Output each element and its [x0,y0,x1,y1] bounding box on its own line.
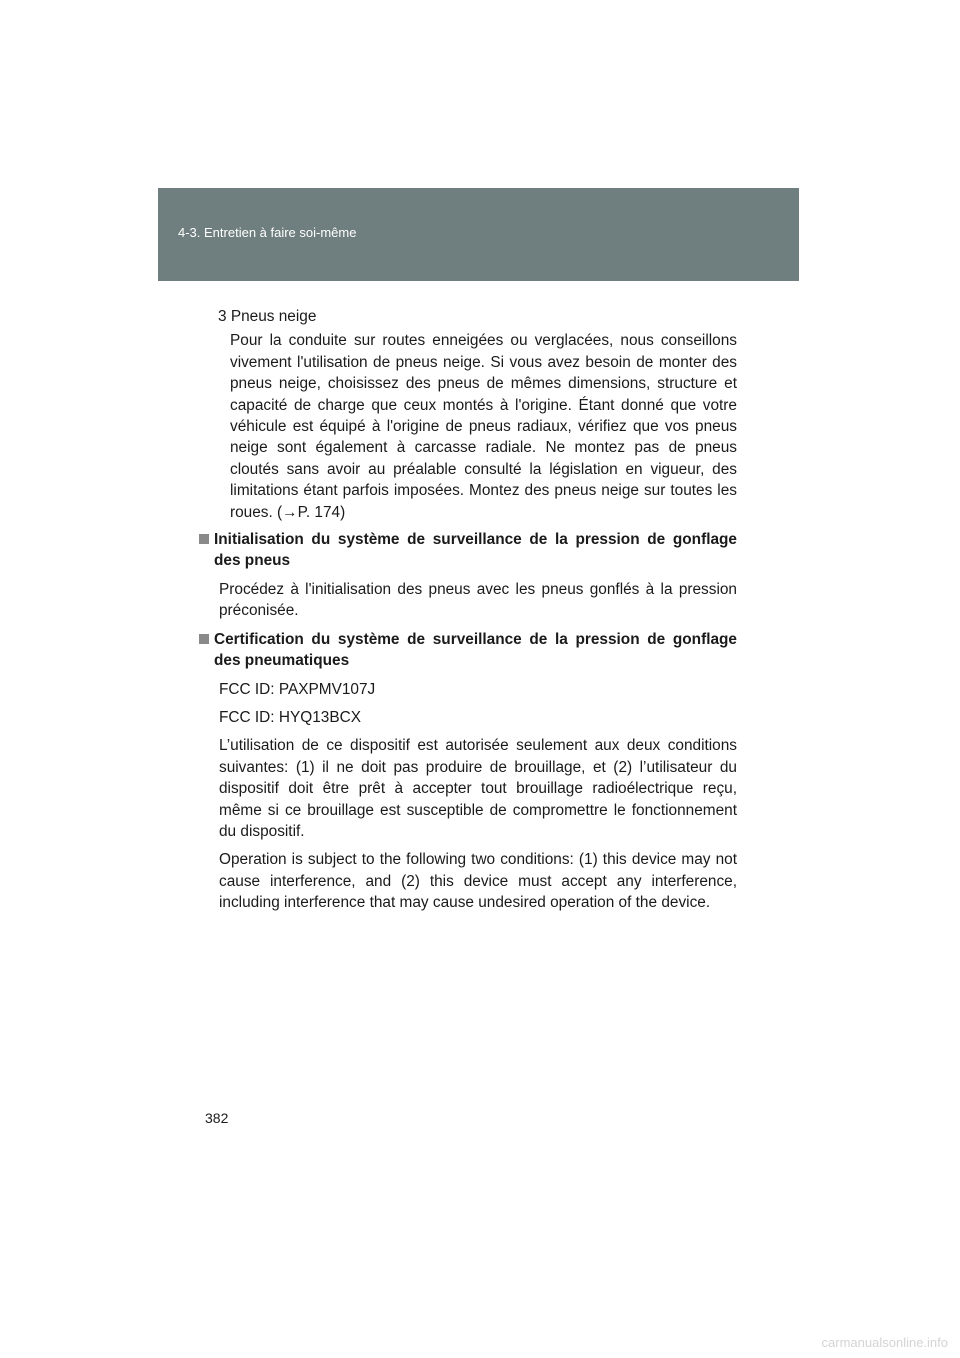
french-notice: L’utilisation de ce dispositif est autorisée seulement aux deux conditions suivantes: (1) il ne doit pas produire de brouillage, et (2) l’utilisateur du dispositif doit être prêt à accepter tout brouillage radioélectrique reçu, même si ce brouillage est susceptible de compromettre le fonctionnement du dispositif. [219,737,737,840]
init-section-body: Procédez à l'initialisation des pneus avec les pneus gonflés à la pression préconisée. [219,580,737,620]
fcc-id-1: FCC ID: PAXPMV107J [219,680,376,698]
page-content [199,306,737,921]
square-bullet-icon [199,634,209,644]
fcc-id-2: FCC ID: HYQ13BCX [219,708,361,726]
section-title: 4-3. Entretien à faire soi-même [178,225,357,240]
page-number: 382 [205,1110,229,1126]
square-bullet-icon [199,534,209,544]
english-notice: Operation is subject to the following two conditions: (1) this device may not cause interference, and (2) this device must accept any interference, including interference that may cause undesired operation of the device. [219,851,737,912]
watermark: carmanualsonline.info [821,1335,948,1350]
cert-section-title: Certification du système de surveillance de la pression de gonflage des pneumatiques [214,630,737,670]
snow-tires-heading: 3 Pneus neige [218,308,317,325]
header-band [158,188,799,281]
snow-tires-body: Pour la conduite sur routes enneigées ou verglacées, nous conseillons vivement l'utilisation de pneus neige. Si vous avez besoin de monter des pneus neige, choisissez des pneus de mêmes dimensions, structure et capacité de charge que ceux montés à l'origine. Étant donné que votre véhicule est équipé à l'origine de pneus radiaux, vérifiez que vos pneus neige sont également à carcasse radiale. Ne montez pas de pneus cloutés sans avoir au préalable consulté la législation en vigueur, des limitations étant parfois imposées. Montez des pneus neige sur toutes les roues. (→P. 174) [230,332,737,521]
init-section-title: Initialisation du système de surveillance de la pression de gonflage des pneus [214,531,737,570]
init-section [199,529,737,579]
cert-section [199,629,737,679]
